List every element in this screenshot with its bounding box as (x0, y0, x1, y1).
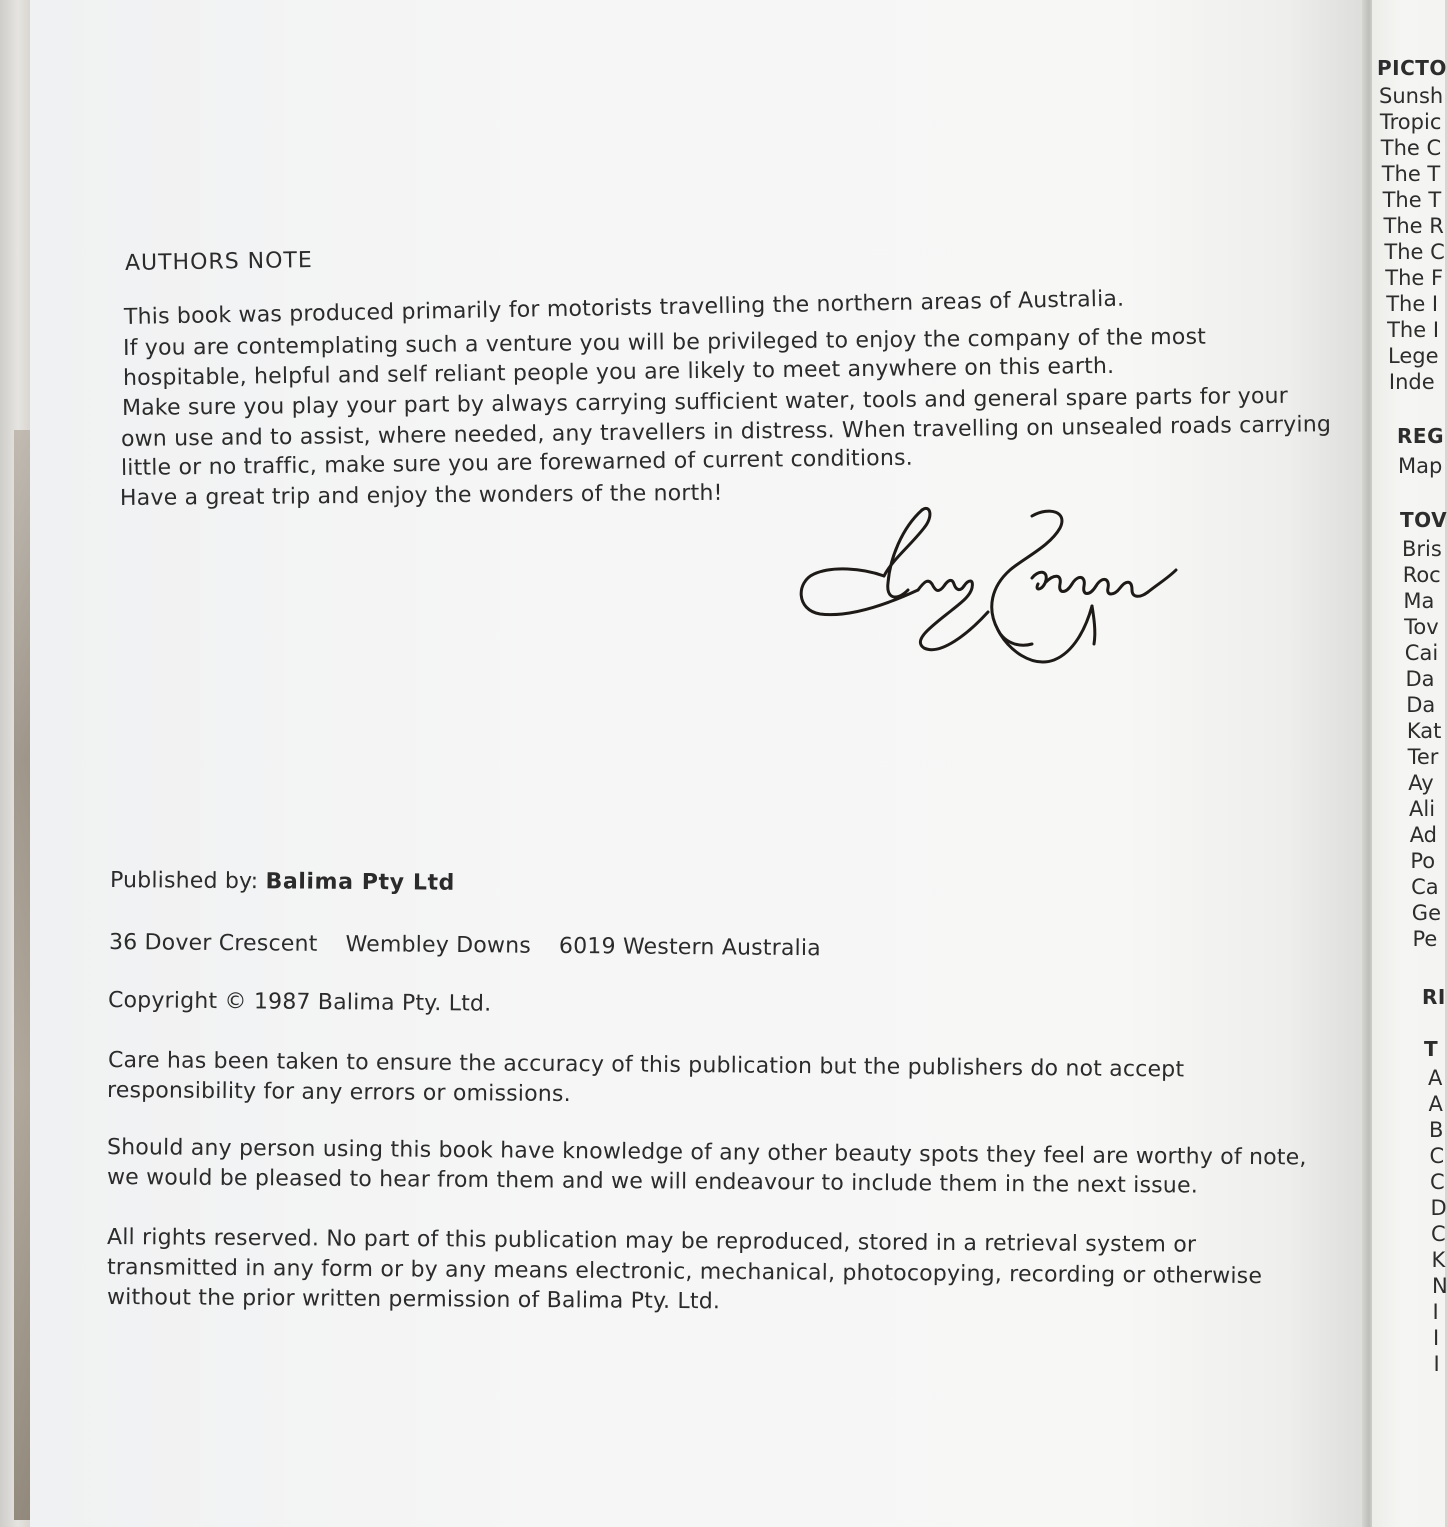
contents-item: Tropic (1379, 110, 1442, 134)
disclaimer-line: Care has been taken to ensure the accuracy of this publication but the publishers do not accept (107, 1048, 1185, 1083)
contents-heading: T (1424, 1037, 1439, 1061)
contents-heading: PICTO (1377, 56, 1447, 80)
contents-item: The I (1387, 318, 1440, 342)
contents-item: The C (1384, 240, 1445, 264)
contents-item: The R (1383, 214, 1444, 238)
contents-item: Cai (1404, 641, 1439, 665)
publisher-name: Balima Pty Ltd (265, 869, 456, 896)
contents-item: The F (1385, 266, 1444, 290)
authors-note-line: Have a great trip and enjoy the wonders of the north! (119, 480, 723, 511)
contents-item: K (1431, 1248, 1446, 1272)
contents-item: Ma (1403, 589, 1435, 613)
address-street: 36 Dover Crescent (108, 930, 318, 957)
feedback-line: Should any person using this book have knowledge of any other beauty spots they feel are worthy of note, (106, 1135, 1307, 1171)
contents-heading: RI (1422, 985, 1446, 1009)
rights-line: without the prior written permission of Balima Pty. Ltd. (106, 1285, 721, 1315)
address-postcode-state: 6019 Western Australia (558, 933, 821, 962)
contents-item: Map (1398, 454, 1443, 478)
contents-item: Inde (1388, 370, 1435, 394)
address-suburb: Wembley Downs (345, 932, 532, 959)
left-page-edge-photo (14, 430, 30, 1520)
authors-note-line: own use and to assist, where needed, any travellers in distress. When travelling on unsealed roads carrying (120, 412, 1332, 452)
contents-item: C (1430, 1170, 1445, 1194)
contents-item: I (1433, 1326, 1440, 1350)
contents-item: Da (1406, 693, 1436, 717)
contents-item: I (1432, 1300, 1439, 1324)
disclaimer-line: responsibility for any errors or omissions. (106, 1078, 571, 1108)
contents-item: Ca (1411, 875, 1439, 899)
contents-item: Ge (1411, 901, 1441, 925)
contents-item: I (1433, 1352, 1440, 1376)
rights-line: All rights reserved. No part of this publication may be reproduced, stored in a retrieval system or (106, 1225, 1197, 1258)
rights-line: transmitted in any form or by any means electronic, mechanical, photocopying, recording or otherwise (106, 1255, 1263, 1290)
contents-item: A (1428, 1092, 1443, 1116)
contents-item: Po (1410, 849, 1436, 873)
contents-item: Ad (1409, 823, 1438, 847)
contents-item: B (1429, 1118, 1444, 1142)
contents-item: Da (1405, 667, 1435, 691)
contents-item: The T (1382, 188, 1442, 212)
contents-item: Ay (1408, 771, 1434, 795)
contents-item: A (1428, 1066, 1443, 1090)
copyright-notice: Copyright © 1987 Balima Pty. Ltd. (107, 988, 492, 1017)
contents-item: The T (1381, 162, 1441, 186)
contents-item: Kat (1406, 719, 1442, 743)
contents-heading: TOV (1400, 508, 1448, 532)
contents-item: Ter (1407, 745, 1439, 769)
authors-note-line: If you are contemplating such a venture you will be privileged to enjoy the company of the most (122, 324, 1207, 361)
right-page (1372, 0, 1448, 1527)
contents-item: N (1432, 1274, 1448, 1298)
published-by (110, 868, 455, 896)
contents-item: The I (1386, 292, 1439, 316)
contents-item: Lege (1388, 344, 1439, 368)
contents-item: Tov (1404, 615, 1439, 639)
contents-heading: REG (1397, 424, 1444, 448)
authors-note-line: This book was produced primarily for motorists travelling the northern areas of Australia. (123, 286, 1125, 330)
contents-item: Roc (1402, 563, 1441, 587)
contents-item: Ali (1409, 797, 1436, 821)
author-signature (792, 498, 1182, 680)
contents-item: C (1429, 1144, 1445, 1168)
authors-note-line: Make sure you play your part by always carrying sufficient water, tools and general spare parts for your (121, 383, 1289, 421)
contents-item: D (1430, 1196, 1447, 1220)
authors-note-heading: AUTHORS NOTE (124, 248, 313, 276)
published-by-label: Published by: (109, 868, 259, 895)
contents-item: Pe (1412, 927, 1438, 951)
contents-item: The C (1380, 136, 1442, 160)
contents-fragment (1372, 0, 1448, 1527)
feedback-line: we would be pleased to hear from them and we will endeavour to include them in the next issue. (106, 1165, 1199, 1199)
authors-note-line: hospitable, helpful and self reliant people you are likely to meet anywhere on this earth. (122, 353, 1115, 391)
contents-item: Sunsh (1379, 84, 1444, 108)
authors-note-line: little or no traffic, make sure you are forewarned of current conditions. (120, 445, 914, 481)
contents-item: C (1431, 1222, 1446, 1246)
contents-item: Bris (1402, 537, 1442, 561)
